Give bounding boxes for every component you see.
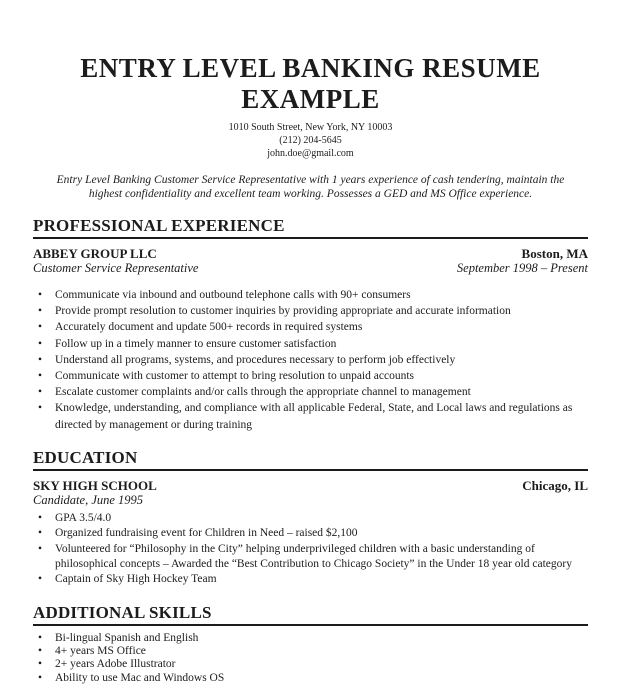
- section-heading-skills: ADDITIONAL SKILLS: [33, 603, 588, 626]
- school-location: Chicago, IL: [522, 477, 588, 493]
- contact-email: john.doe@gmail.com: [267, 148, 354, 159]
- contact-phone: (212) 204-5645: [279, 135, 342, 146]
- list-item: • Provide prompt resolution to customer inquiries by providing appropriate and accurate information: [33, 303, 588, 319]
- page-title: [33, 53, 588, 115]
- list-item: • Volunteered for “Philosophy in the City” helping underprivileged children with a basic understanding of philosophical concepts – Awarded the “Best Contribution to Chicago Society” in the Under 18 year old category: [33, 542, 588, 573]
- employer-location: Boston, MA: [521, 246, 588, 261]
- employer-name: ABBEY GROUP LLC: [33, 246, 157, 261]
- experience-role-row: [33, 262, 588, 275]
- list-item: • Accurately document and update 500+ records in required systems: [33, 319, 588, 335]
- section-heading-experience: PROFESSIONAL EXPERIENCE: [33, 216, 588, 239]
- skills-bullet-list: [33, 632, 588, 685]
- summary-paragraph: Entry Level Banking Customer Service Representative with 1 years experience of cash tendering, maintain the highest confidentiality and excellent team working. Possesses a GED and MS Office experience.: [56, 174, 565, 200]
- list-item: • Understand all programs, systems, and procedures necessary to perform job effectively: [33, 352, 588, 368]
- section-heading-education: EDUCATION: [33, 448, 588, 471]
- list-item: • Follow up in a timely manner to ensure customer satisfaction: [33, 336, 588, 352]
- education-detail: Candidate, June 1995: [33, 492, 144, 507]
- education-bullet-list: [33, 511, 588, 588]
- list-item: • Bi-lingual Spanish and English: [33, 632, 588, 645]
- list-item: • 2+ years Adobe Illustrator: [33, 658, 588, 671]
- page-title-line1: ENTRY LEVEL BANKING RESUME: [80, 53, 541, 83]
- job-title: Customer Service Representative: [33, 261, 199, 275]
- page-title-line2: EXAMPLE: [241, 84, 380, 114]
- list-item: • Ability to use Mac and Windows OS: [33, 672, 588, 685]
- education-school-row: [33, 479, 588, 493]
- education-detail-row: [33, 494, 588, 507]
- contact-block: [33, 121, 588, 160]
- list-item: • Organized fundraising event for Children in Need – raised $2,100: [33, 526, 588, 541]
- list-item: • Captain of Sky High Hockey Team: [33, 572, 588, 587]
- list-item: • Communicate with customer to attempt to bring resolution to unpaid accounts: [33, 368, 588, 384]
- school-name: SKY HIGH SCHOOL: [33, 477, 157, 493]
- experience-bullet-list: [33, 287, 588, 433]
- job-dates: September 1998 – Present: [456, 261, 588, 275]
- list-item: • Knowledge, understanding, and compliance with all applicable Federal, State, and Local laws and regulations as directed by management or during training: [33, 400, 588, 432]
- experience-employer-row: [33, 247, 588, 261]
- list-item: • Escalate customer complaints and/or calls through the appropriate channel to management: [33, 384, 588, 400]
- list-item: • GPA 3.5/4.0: [33, 511, 588, 526]
- list-item: • Communicate via inbound and outbound telephone calls with 90+ consumers: [33, 287, 588, 303]
- list-item: • 4+ years MS Office: [33, 645, 588, 658]
- contact-address: 1010 South Street, New York, NY 10003: [228, 122, 393, 133]
